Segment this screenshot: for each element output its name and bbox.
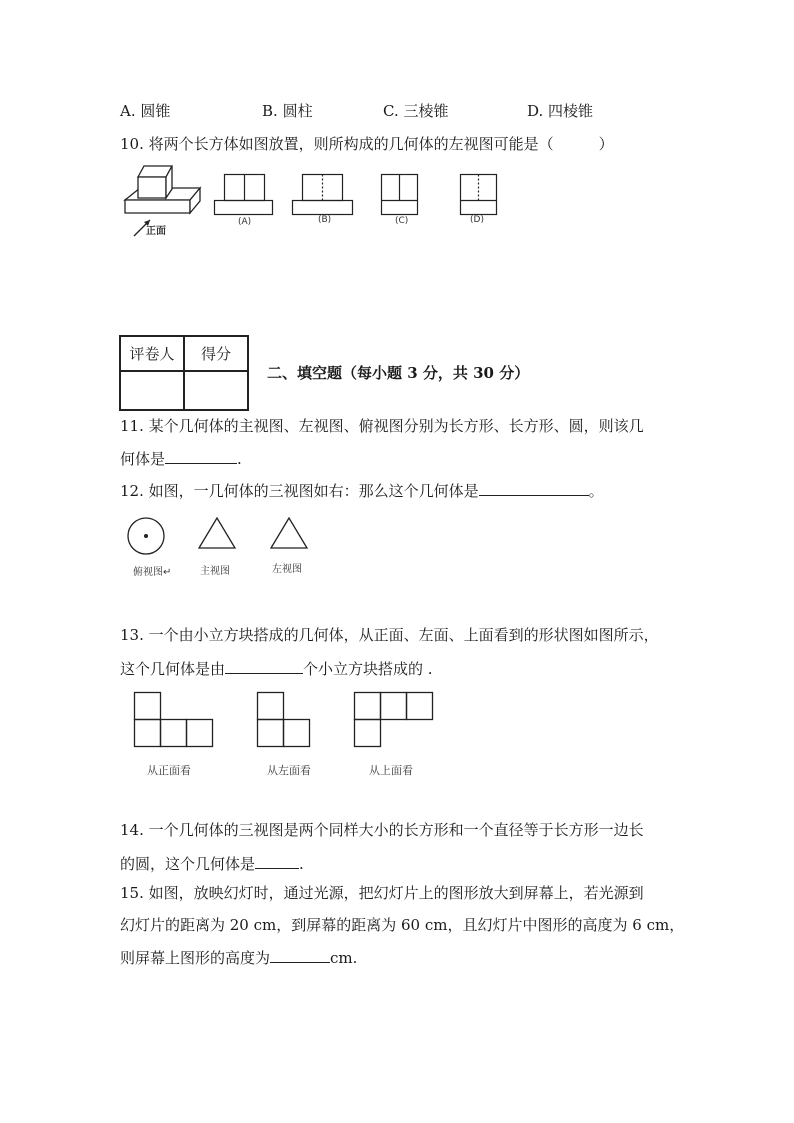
q11-line2: 何体是 . bbox=[120, 447, 242, 469]
q10-text: 10. 将两个长方体如图放置，则所构成的几何体的左视图可能是（ ） bbox=[120, 135, 614, 153]
q11-line1: 11. 某个几何体的主视图、左视图、俯视图分别为长方形、长方形、圆，则该几 bbox=[120, 417, 644, 435]
q10-choice-a-figure bbox=[214, 174, 274, 216]
q15-line1: 15. 如图，放映幻灯时，通过光源，把幻灯片上的图形放大到屏幕上，若光源到 bbox=[120, 884, 644, 902]
q13-label-front: 从正面看 bbox=[147, 764, 191, 777]
q14-answer-blank[interactable] bbox=[255, 852, 299, 869]
q10-choice-d-figure bbox=[460, 174, 498, 216]
score-header: 得分 bbox=[184, 336, 248, 371]
q9-option-c: C. 三棱锥 bbox=[383, 102, 449, 120]
q13-label-left: 从左面看 bbox=[267, 764, 311, 777]
q10-choice-c-figure bbox=[381, 174, 419, 216]
q13-answer-blank[interactable] bbox=[225, 657, 303, 674]
q10-front-label: 正面 bbox=[146, 226, 166, 237]
q11-answer-blank[interactable] bbox=[165, 447, 237, 464]
q14-line2: 的圆，这个几何体是 . bbox=[120, 852, 304, 874]
q13-label-top: 从上面看 bbox=[369, 764, 413, 777]
q12-label-top: 俯视图↵ bbox=[133, 567, 172, 578]
score-table bbox=[119, 335, 249, 411]
q10-choice-b-label: (B) bbox=[318, 215, 332, 225]
q13-line2: 这个几何体是由 个小立方块搭成的 . bbox=[120, 657, 433, 679]
section2-title: 二、填空题（每小题 3 分，共 30 分） bbox=[267, 364, 530, 382]
q10-choice-b-figure bbox=[292, 174, 354, 216]
q13-line1: 13. 一个由小立方块搭成的几何体，从正面、左面、上面看到的形状图如图所示， bbox=[120, 626, 659, 644]
q13-views-figure bbox=[122, 692, 442, 752]
q12-left-view-triangle bbox=[271, 518, 307, 548]
q15-answer-blank[interactable] bbox=[270, 946, 330, 963]
q9-option-b: B. 圆柱 bbox=[262, 102, 313, 120]
score-cell[interactable] bbox=[184, 371, 248, 410]
q12-front-view-triangle bbox=[199, 518, 235, 548]
q12-label-front: 主视图 bbox=[200, 566, 230, 577]
reviewer-cell[interactable] bbox=[120, 371, 184, 410]
q12-label-left: 左视图 bbox=[272, 564, 302, 575]
q14-line1: 14. 一个几何体的三视图是两个同样大小的长方形和一个直径等于长方形一边长 bbox=[120, 821, 644, 839]
q15-line3: 则屏幕上图形的高度为 cm. bbox=[120, 946, 357, 968]
q9-option-d: D. 四棱锥 bbox=[527, 102, 594, 120]
q10-choice-a-label: (A) bbox=[238, 217, 252, 227]
q12-text: 12. 如图，一几何体的三视图如右：那么这个几何体是 。 bbox=[120, 479, 604, 501]
q10-choice-c-label: (C) bbox=[395, 216, 409, 226]
q12-answer-blank[interactable] bbox=[479, 479, 589, 496]
q15-line2: 幻灯片的距离为 20 cm，到屏幕的距离为 60 cm，且幻灯片中图形的高度为 6 cm， bbox=[120, 916, 685, 934]
q12-three-views bbox=[124, 515, 334, 557]
q10-choice-d-label: (D) bbox=[470, 215, 484, 225]
reviewer-header: 评卷人 bbox=[120, 336, 184, 371]
q12-center-dot bbox=[144, 534, 148, 538]
q9-option-a: A. 圆锥 bbox=[120, 102, 171, 120]
